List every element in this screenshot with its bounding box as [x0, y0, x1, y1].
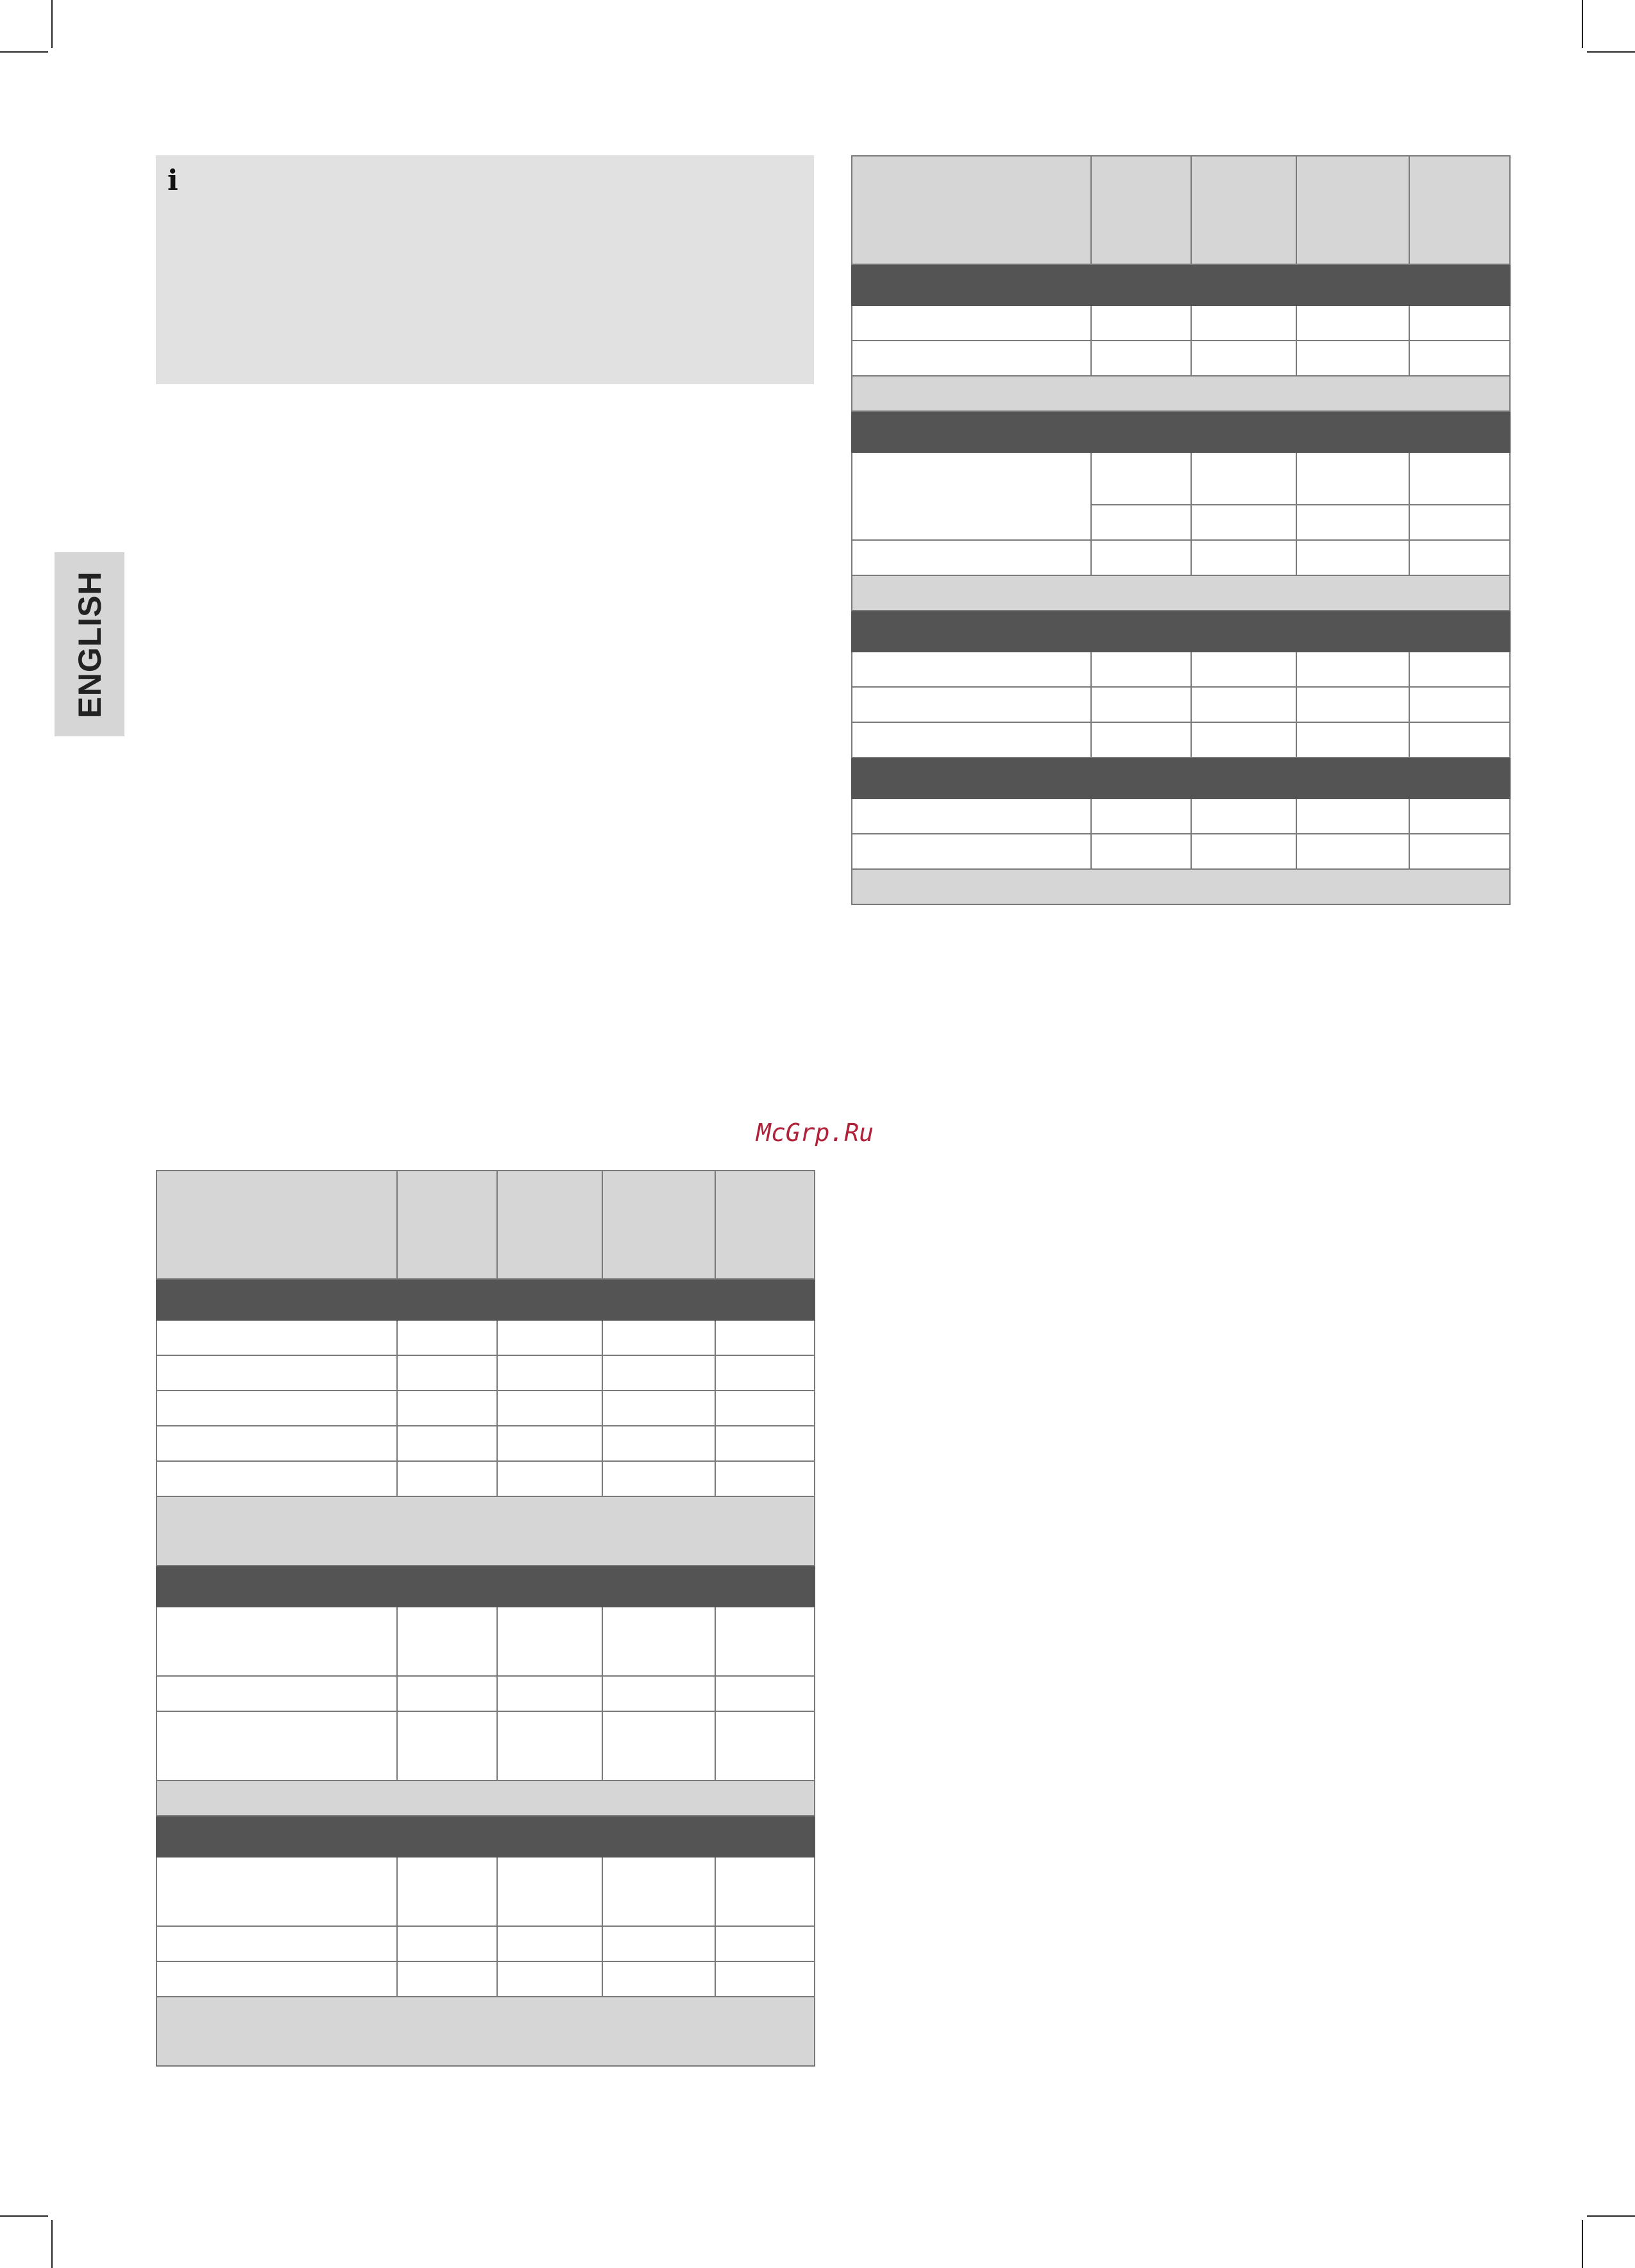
spec-table-bottom: [156, 1170, 815, 2067]
table-note-row: [852, 575, 1510, 611]
table-row: [157, 1355, 815, 1391]
table-note-row: [852, 869, 1510, 904]
table-row: [852, 652, 1510, 687]
table-row: [157, 1676, 815, 1711]
table-row: [852, 687, 1510, 722]
crop-mark: [0, 2215, 48, 2217]
info-icon: i: [167, 164, 178, 197]
table-row: [852, 834, 1510, 869]
table-row: [157, 1461, 815, 1496]
table-row: [157, 1711, 815, 1781]
section-header-row: [157, 1816, 815, 1857]
table-row: [157, 1391, 815, 1426]
crop-mark: [51, 2220, 53, 2268]
language-tab: [55, 552, 124, 736]
table-row: [852, 341, 1510, 376]
section-header-row: [852, 611, 1510, 652]
crop-mark: [51, 0, 53, 48]
section-header-row: [157, 1279, 815, 1320]
table-row: [852, 305, 1510, 341]
table-row: [852, 452, 1510, 505]
crop-mark: [1582, 0, 1583, 48]
table-header-row: [157, 1171, 815, 1279]
info-note-box: [156, 155, 814, 384]
section-header-row: [852, 411, 1510, 452]
table-row: [157, 1961, 815, 1997]
section-header-row: [852, 757, 1510, 799]
table-row: [157, 1926, 815, 1961]
section-header-row: [852, 264, 1510, 305]
table-note-row: [157, 1997, 815, 2066]
table-header-row: [852, 156, 1510, 264]
table-row: [157, 1426, 815, 1461]
crop-mark: [1587, 2215, 1635, 2217]
table-note-row: [852, 376, 1510, 411]
language-tab-label: ENGLISH: [71, 570, 108, 718]
crop-mark: [1587, 51, 1635, 53]
crop-mark: [0, 51, 48, 53]
table-row: [157, 1320, 815, 1355]
table-row: [852, 722, 1510, 757]
table-note-row: [157, 1781, 815, 1816]
table-row: [157, 1857, 815, 1926]
section-header-row: [157, 1566, 815, 1607]
crop-mark: [1582, 2220, 1583, 2268]
spec-table-right: [851, 155, 1511, 905]
table-row: [852, 799, 1510, 834]
table-row: [157, 1607, 815, 1676]
table-note-row: [157, 1496, 815, 1566]
table-row: [852, 540, 1510, 575]
watermark: McGrp.Ru: [756, 1119, 874, 1147]
